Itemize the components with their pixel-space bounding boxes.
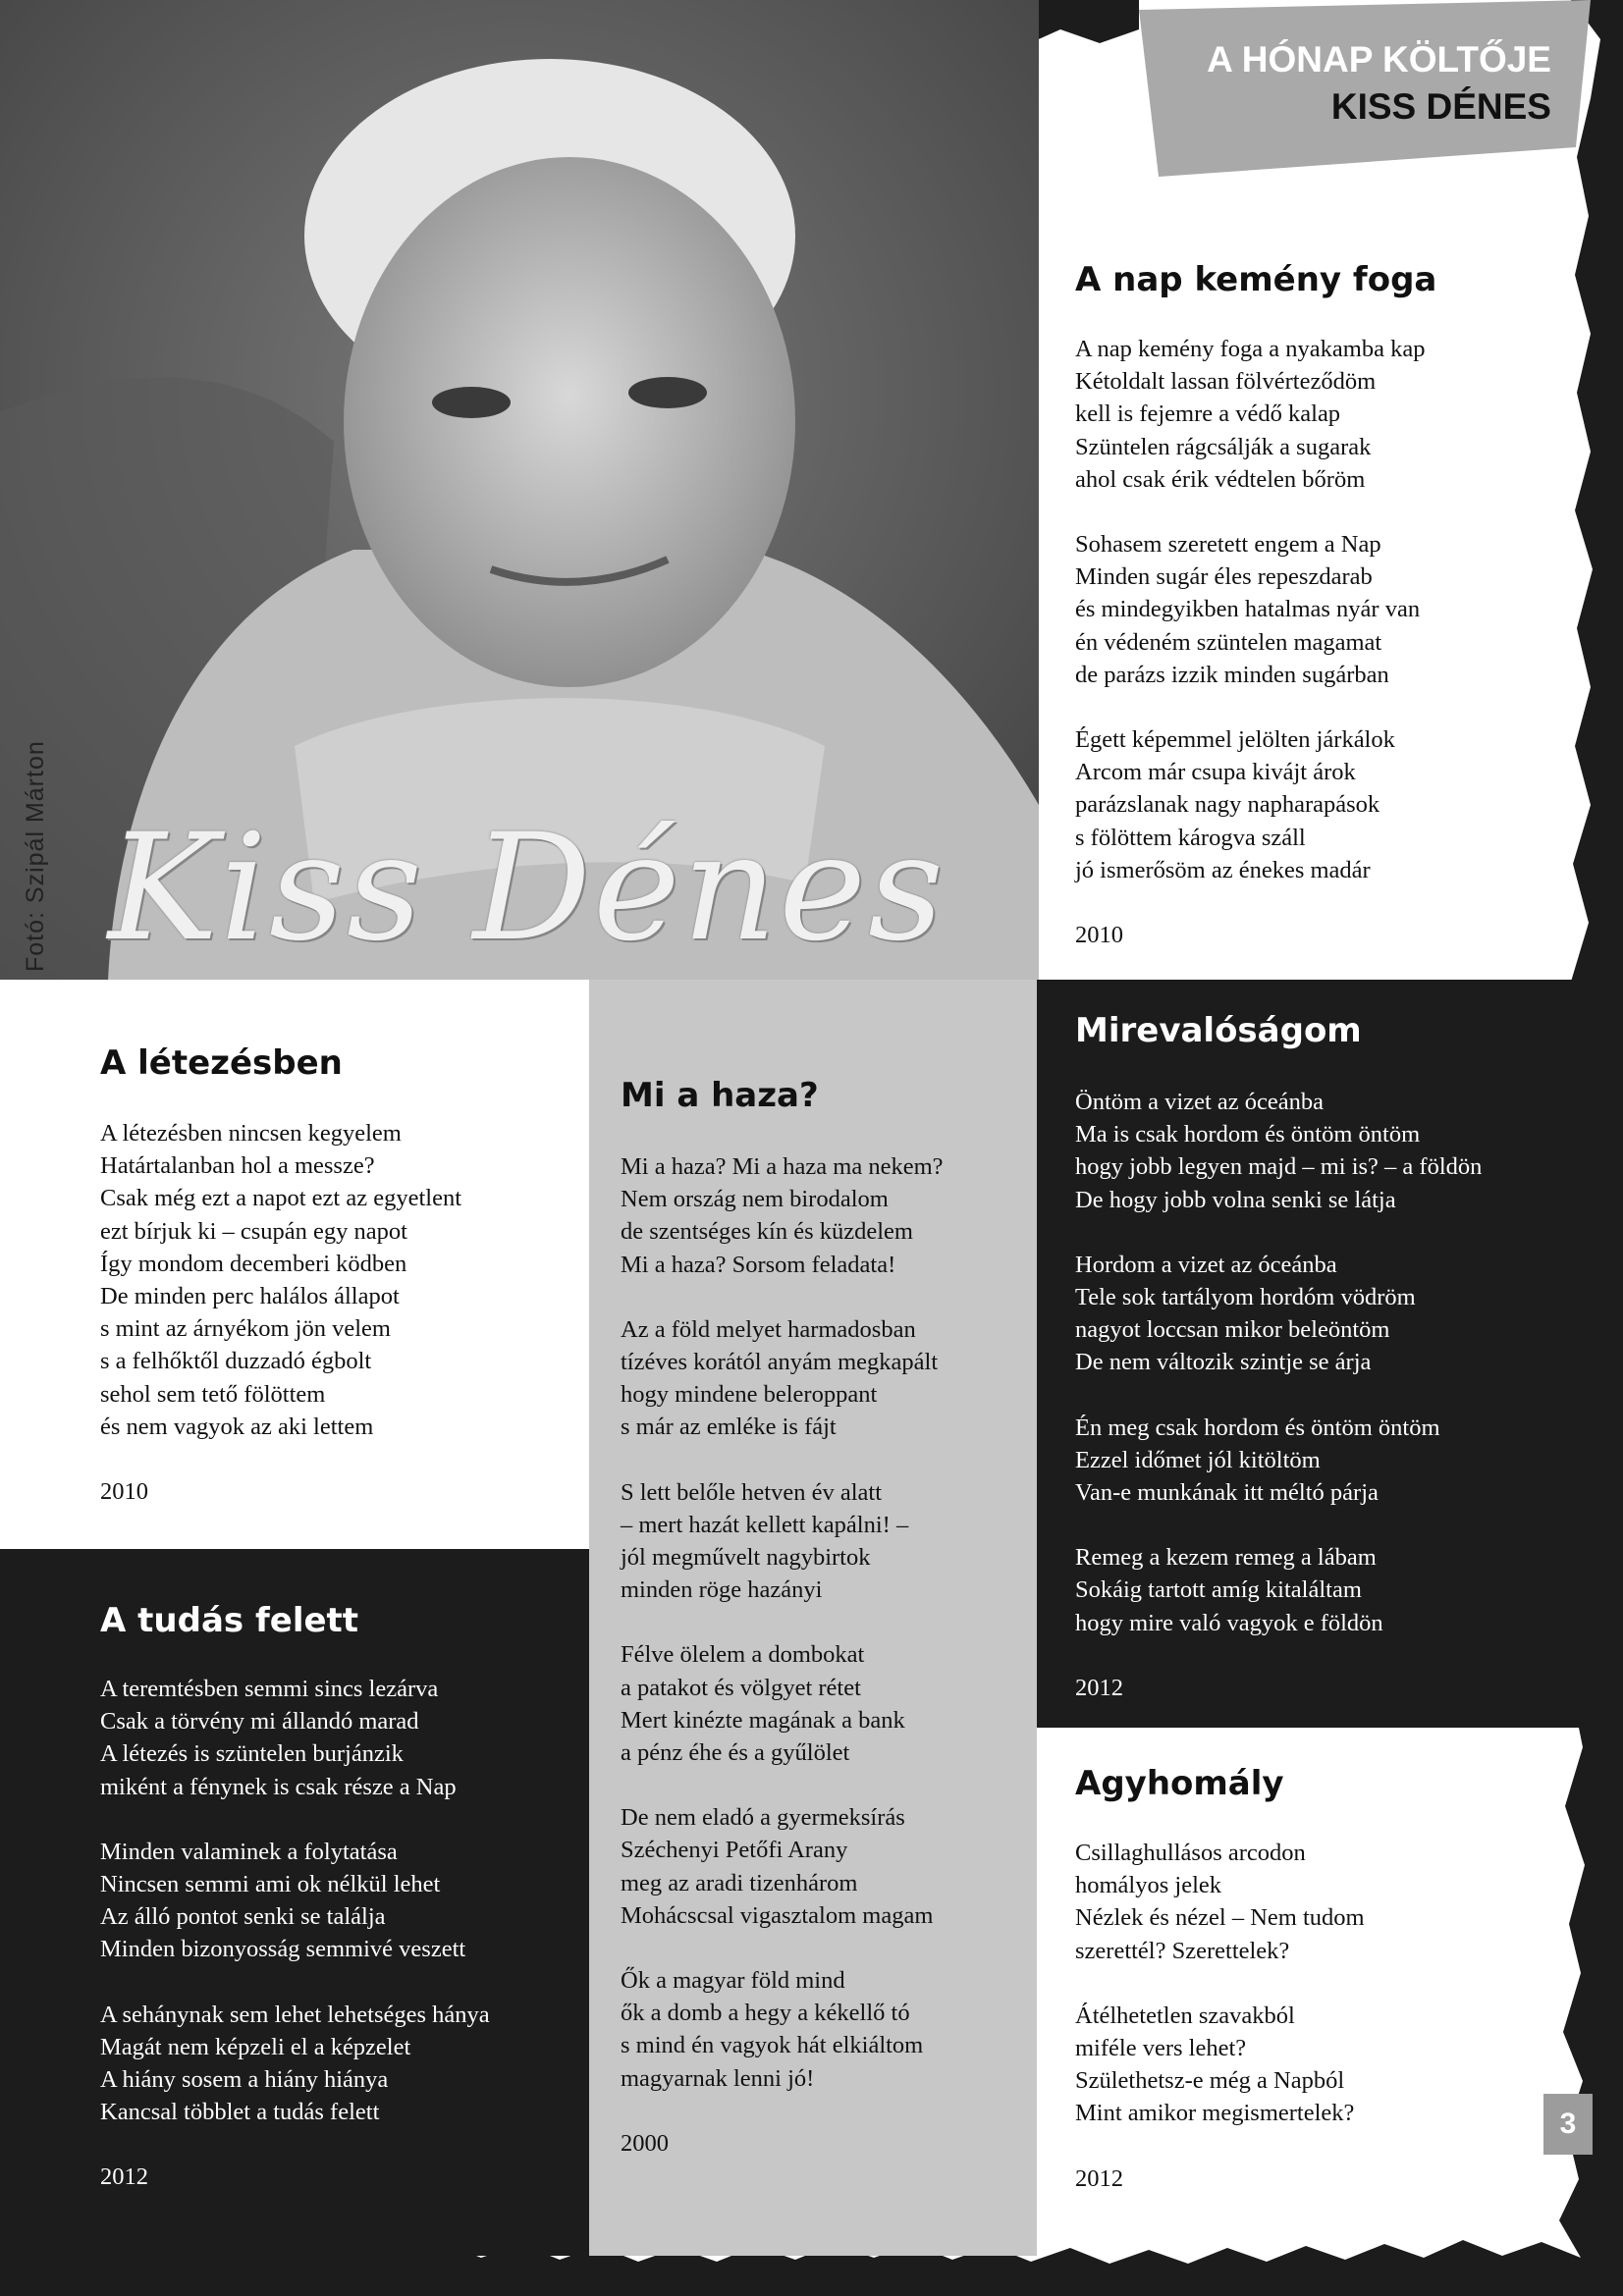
poem-line: Az álló pontot senki se találja — [100, 1903, 386, 1931]
poem-line: miféle vers lehet? — [1075, 2035, 1247, 2062]
poem-year: 2012 — [1075, 1674, 1123, 1701]
poem-line: De nem változik szintje se árja — [1075, 1349, 1372, 1376]
poem-year: 2012 — [1075, 2164, 1123, 2192]
poem-line: Arcom már csupa kivájt árok — [1075, 759, 1356, 786]
poem-title-nap: A nap kemény foga — [1075, 260, 1437, 299]
poem-line: Szüntelen rágcsálják a sugarak — [1075, 433, 1372, 460]
poem-body-nap — [1075, 333, 1425, 951]
poem-line: de parázs izzik minden sugárban — [1075, 661, 1389, 688]
poem-line: ezt bírjuk ki – csupán egy napot — [100, 1217, 407, 1245]
poem-line: meg az aradi tizenhárom — [621, 1869, 858, 1896]
poem-line: miként a fénynek is csak része a Nap — [100, 1773, 457, 1800]
poem-title-mireval: Mirevalóságom — [1075, 1011, 1362, 1050]
poem-line: Égett képemmel jelölten járkálok — [1075, 726, 1395, 754]
poem-line: Hordom a vizet az óceánba — [1075, 1251, 1337, 1278]
poem-line: De nem eladó a gyermeksírás — [621, 1804, 905, 1832]
poem-line: Én meg csak hordom és öntöm öntöm — [1075, 1414, 1440, 1441]
poem-line: Mi a haza? Sorsom feladata! — [621, 1251, 896, 1278]
poem-line: Ma is csak hordom és öntöm öntöm — [1075, 1121, 1421, 1148]
poem-line: Remeg a kezem remeg a lábam — [1075, 1544, 1377, 1572]
poem-line: hogy mire való vagyok e földön — [1075, 1609, 1383, 1636]
poet-name-header: KISS DÉNES — [1330, 86, 1551, 127]
poem-line: Magát nem képzeli el a képzelet — [100, 2033, 411, 2060]
poem-line: A nap kemény foga a nyakamba kap — [1075, 336, 1426, 362]
poem-line: magyarnak lenni jó! — [621, 2064, 815, 2092]
poem-line: s mint az árnyékom jön velem — [100, 1315, 391, 1343]
poem-line: Sohasem szeretett engem a Nap — [1075, 531, 1381, 559]
poem-year: 2012 — [100, 2163, 148, 2191]
poem-line: A hiány sosem a hiány hiánya — [100, 2066, 389, 2094]
poem-line: Mint amikor megismertelek? — [1075, 2100, 1355, 2127]
poem-line: hogy mindene beleroppant — [621, 1381, 878, 1409]
poem-title-tudas: A tudás felett — [100, 1601, 359, 1640]
poem-title-letezes: A létezésben — [100, 1043, 343, 1083]
poem-line: Tele sok tartályom hordóm vödröm — [1075, 1284, 1416, 1311]
section-label: A HÓNAP KÖLTŐJE — [1207, 39, 1551, 80]
poem-line: Minden valaminek a folytatása — [100, 1838, 398, 1865]
poem-line: Van-e munkának itt méltó párja — [1075, 1479, 1379, 1507]
poem-line: én védeném szüntelen magamat — [1075, 628, 1382, 656]
poem-body-mireval — [1075, 1086, 1482, 1704]
poem-line: Átélhetetlen szavakból — [1075, 2002, 1295, 2029]
page-number: 3 — [1543, 2094, 1593, 2155]
poem-line: Nincsen semmi ami ok nélkül lehet — [100, 1871, 441, 1898]
poem-line: Határtalanban hol a messze? — [100, 1152, 375, 1180]
poem-year: 2010 — [1075, 922, 1123, 949]
poem-line: Öntöm a vizet az óceánba — [1075, 1089, 1325, 1115]
poem-line: szerettél? Szerettelek? — [1075, 1937, 1290, 1964]
poem-body-haza — [621, 1150, 944, 2160]
poem-year: 2000 — [621, 2129, 669, 2157]
poem-line: s mind én vagyok hát elkiáltom — [621, 2032, 924, 2059]
poem-line: és nem vagyok az aki lettem — [100, 1413, 374, 1440]
poem-line: jól megművelt nagybirtok — [621, 1544, 871, 1572]
poem-line: – mert hazát kellett kapálni! – — [621, 1511, 909, 1538]
poem-line: Félve ölelem a dombokat — [621, 1641, 865, 1669]
poem-line: Kancsal többlet a tudás felett — [100, 2099, 380, 2126]
poem-line: Nézlek és nézel – Nem tudom — [1075, 1904, 1365, 1932]
poem-line: s fölöttem károgva száll — [1075, 824, 1306, 851]
poem-line: Kétoldalt lassan fölvérteződöm — [1075, 368, 1377, 396]
poem-line: A teremtésben semmi sincs lezárva — [100, 1676, 439, 1702]
photo-name-overlay: Kiss Dénes — [108, 803, 947, 974]
poem-line: homályos jelek — [1075, 1872, 1222, 1899]
poem-line: hogy jobb legyen majd – mi is? – a földön — [1075, 1153, 1483, 1181]
poem-line: Minden sugár éles repeszdarab — [1075, 563, 1373, 591]
poem-line: Mi a haza? Mi a haza ma nekem? — [621, 1153, 944, 1180]
poem-body-agyhomaly — [1075, 1837, 1365, 2195]
poem-line: Széchenyi Petőfi Arany — [621, 1837, 848, 1864]
poem-line: a pénz éhe és a gyűlölet — [621, 1739, 850, 1767]
poem-title-haza: Mi a haza? — [621, 1076, 819, 1115]
poem-title-agyhomaly: Agyhomály — [1075, 1764, 1284, 1803]
poem-line: Így mondom decemberi ködben — [100, 1250, 407, 1277]
poem-line: Születhetsz-e még a Napból — [1075, 2067, 1345, 2095]
poem-line: A létezésben nincsen kegyelem — [100, 1120, 402, 1147]
poem-line: parázslanak nagy napharapások — [1075, 791, 1380, 819]
poem-line: kell is fejemre a védő kalap — [1075, 400, 1341, 428]
poem-line: ahol csak érik védtelen bőröm — [1075, 465, 1366, 493]
poem-line: s már az emléke is fájt — [621, 1414, 837, 1441]
poem-line: Minden bizonyosság semmivé veszett — [100, 1936, 466, 1963]
poem-line: Nem ország nem birodalom — [621, 1186, 889, 1213]
photo-credit: Fotó: Szipál Márton — [22, 740, 49, 972]
poem-line: Ezzel időmet jól kitöltöm — [1075, 1446, 1321, 1473]
poem-line: de szentséges kín és küzdelem — [621, 1218, 913, 1246]
section-header — [1147, 18, 1612, 185]
poem-line: A sehánynak sem lehet lehetséges hánya — [100, 2001, 490, 2028]
poem-line: Mert kinézte magának a bank — [621, 1706, 905, 1734]
poem-line: Csak a törvény mi állandó marad — [100, 1708, 419, 1735]
poem-line: a patakot és völgyet rétet — [621, 1674, 861, 1701]
poem-line: s a felhőktől duzzadó égbolt — [100, 1348, 372, 1375]
poem-line: ők a domb a hegy a kékellő tó — [621, 2000, 910, 2027]
poem-body-letezes — [100, 1117, 461, 1508]
poem-line: Csillaghullásos arcodon — [1075, 1840, 1306, 1866]
poem-line: tízéves korától anyám megkapált — [621, 1349, 939, 1376]
poem-line: Mohácscsal vigasztalom magam — [621, 1901, 934, 1929]
poem-line: De minden perc halálos állapot — [100, 1283, 400, 1310]
poem-line: A létezés is szüntelen burjánzik — [100, 1740, 404, 1768]
poem-body-tudas — [100, 1673, 490, 2194]
poem-line: jó ismerősöm az énekes madár — [1075, 856, 1371, 883]
poem-line: Az a föld melyet harmadosban — [621, 1315, 916, 1343]
poem-line: Sokáig tartott amíg kitaláltam — [1075, 1576, 1362, 1604]
poem-line: minden röge hazányi — [621, 1576, 823, 1604]
poem-line: és mindegyikben hatalmas nyár van — [1075, 596, 1421, 623]
poem-line: sehol sem tető fölöttem — [100, 1380, 326, 1408]
poem-year: 2010 — [100, 1478, 148, 1506]
poem-line: Csak még ezt a napot ezt az egyetlent — [100, 1185, 462, 1212]
poem-line: De hogy jobb volna senki se látja — [1075, 1186, 1396, 1213]
poem-line: Ők a magyar föld mind — [621, 1967, 845, 1995]
poem-line: S lett belőle hetven év alatt — [621, 1478, 883, 1506]
poem-line: nagyot loccsan mikor beleöntöm — [1075, 1316, 1390, 1344]
